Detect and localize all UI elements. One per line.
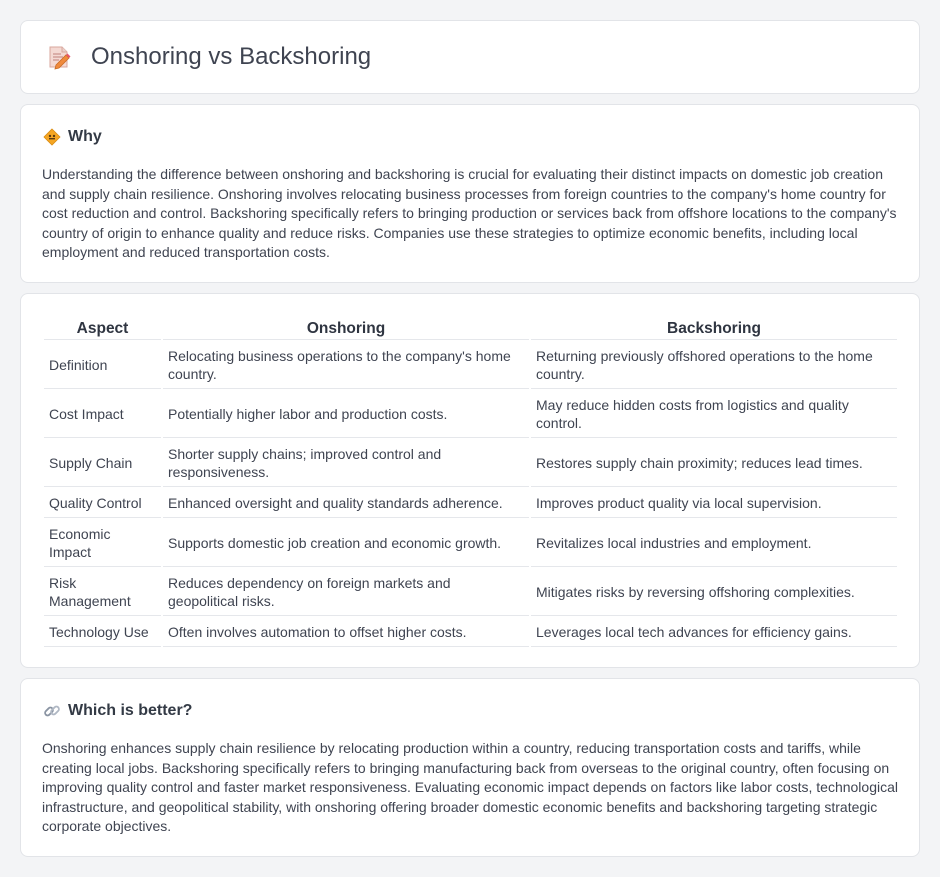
header-aspect: Aspect — [44, 318, 161, 340]
why-text: Understanding the difference between onshoring and backshoring is crucial for evaluating their distinct impacts on domestic job creation and supply chain resilience. Onshoring involves relocating business processes from foreign countries to the company's home country for cost reduction and control. Backshoring specifically refers to bringing production or services back from offshore locations to the company's country of origin to enhance quality and reduce risks. Companies use these strategies to optimize economic benefits, including local employment and reduced transportation costs. — [42, 166, 897, 261]
link-icon — [43, 702, 61, 720]
page-title: Onshoring vs Backshoring — [91, 43, 372, 70]
onshoring-cell: Reduces dependency on foreign markets and geopolitical risks. — [163, 569, 529, 616]
aspect-cell: Definition — [44, 342, 161, 389]
aspect-cell: Cost Impact — [44, 391, 161, 438]
onshoring-cell: Often involves automation to offset higher costs. — [163, 618, 529, 647]
diamond-sign-icon — [43, 128, 61, 146]
which-is-better-title: Which is better? — [68, 702, 193, 719]
backshoring-cell: Restores supply chain proximity; reduces lead times. — [531, 440, 897, 487]
table-row — [44, 342, 897, 389]
table-row — [44, 618, 897, 647]
backshoring-cell: Revitalizes local industries and employment. — [531, 520, 897, 567]
backshoring-cell: Leverages local tech advances for efficiency gains. — [531, 618, 897, 647]
aspect-cell: Supply Chain — [44, 440, 161, 487]
table-row — [44, 489, 897, 518]
table-row — [44, 569, 897, 616]
table-row — [44, 440, 897, 487]
backshoring-cell: Mitigates risks by reversing offshoring complexities. — [531, 569, 897, 616]
backshoring-cell: Returning previously offshored operations to the home country. — [531, 342, 897, 389]
comparison-table — [42, 316, 899, 649]
document-pencil-icon — [45, 43, 73, 71]
onshoring-cell: Supports domestic job creation and economic growth. — [163, 520, 529, 567]
header-onshoring: Onshoring — [163, 318, 529, 340]
aspect-cell: Quality Control — [44, 489, 161, 518]
table-row — [44, 391, 897, 438]
onshoring-cell: Potentially higher labor and production costs. — [163, 391, 529, 438]
which-is-better-text: Onshoring enhances supply chain resilience by relocating production within a country, reducing transportation costs and tariffs, while creating local jobs. Backshoring specifically refers to bringing manufacturing back from overseas to the original country, often focusing on improving quality control and faster market responsiveness. Evaluating economic impact depends on factors like labor costs, technological infrastructure, and geopolitical stability, with onshoring offering broader domestic economic benefits and backshoring targeting strategic corporate objectives. — [42, 740, 898, 835]
onshoring-cell: Enhanced oversight and quality standards adherence. — [163, 489, 529, 518]
comparison-card — [20, 293, 920, 668]
onshoring-cell: Relocating business operations to the company's home country. — [163, 342, 529, 389]
aspect-cell: Technology Use — [44, 618, 161, 647]
which-is-better-section — [20, 678, 920, 857]
table-header-row — [44, 318, 897, 340]
aspect-cell: Economic Impact — [44, 520, 161, 567]
header-card — [20, 20, 920, 94]
table-row — [44, 520, 897, 567]
onshoring-cell: Shorter supply chains; improved control and responsiveness. — [163, 440, 529, 487]
why-title: Why — [68, 128, 102, 145]
backshoring-cell: Improves product quality via local supervision. — [531, 489, 897, 518]
header-backshoring: Backshoring — [531, 318, 897, 340]
aspect-cell: Risk Management — [44, 569, 161, 616]
backshoring-cell: May reduce hidden costs from logistics and quality control. — [531, 391, 897, 438]
why-section — [20, 104, 920, 283]
